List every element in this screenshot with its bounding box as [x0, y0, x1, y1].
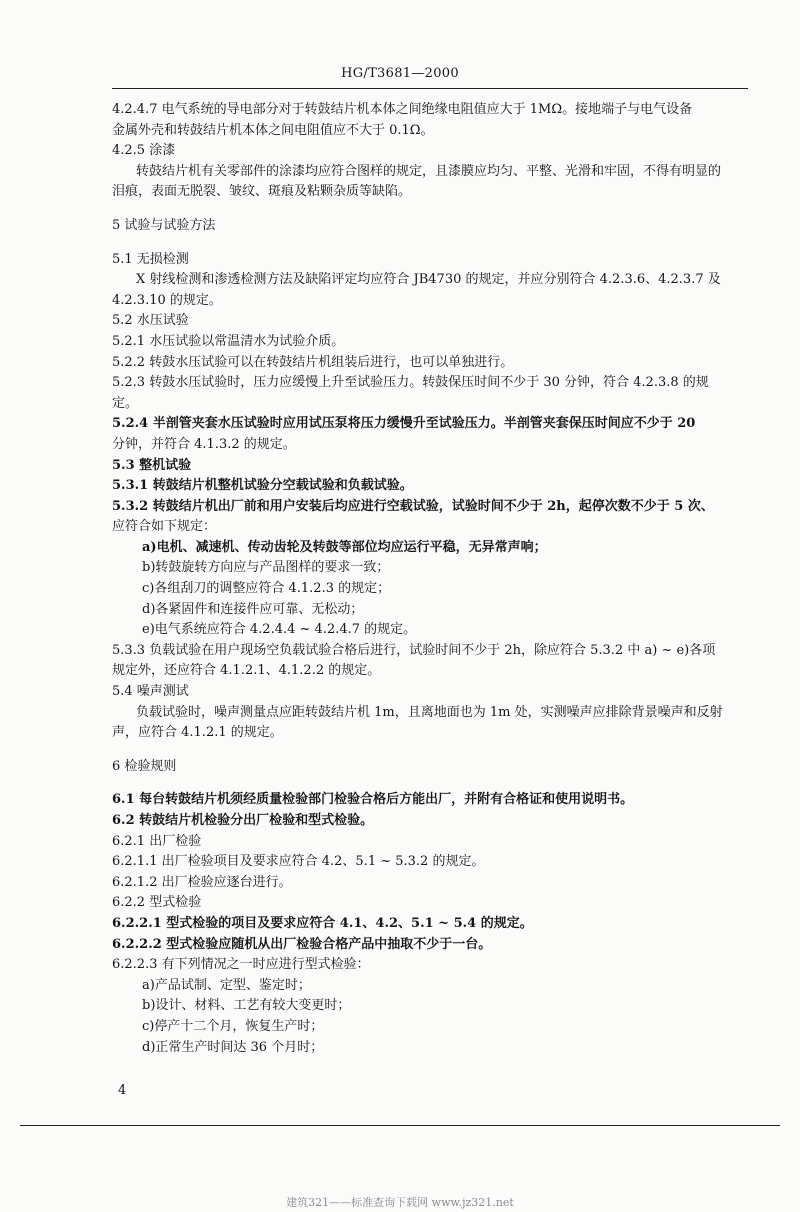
text-line: 规定外，还应符合 4.1.2.1、4.1.2.2 的规定。 [112, 663, 381, 679]
document-code-header: HG/T3681—2000 [341, 66, 459, 81]
text-line: 5.3.3 负载试验在用户现场空负载试验合格后进行，试验时间不少于 2h，除应符合 5.3.2 中 a) ~ e)各项 [112, 642, 716, 658]
text-line: 5.2.2 转鼓水压试验可以在转鼓结片机组装后进行，也可以单独进行。 [112, 354, 514, 370]
text-line: 负载试验时，噪声测量点应距转鼓结片机 1m，且离地面也为 1m 处，实测噪声应排除背景噪声和反射 [136, 704, 723, 720]
page-number: 4 [118, 1083, 127, 1098]
paragraph-gap [112, 203, 752, 216]
text-line: 6.2.2.3 有下列情况之一时应进行型式检验： [112, 957, 370, 973]
paragraph-gap [112, 237, 752, 250]
bottom-rule [20, 1125, 780, 1126]
text-line: 6 检验规则 [112, 758, 177, 774]
text-line: 5.2 水压试验 [112, 313, 189, 329]
text-line: b)设计、材料、工艺有较大变更时； [142, 998, 351, 1014]
text-line: 4.2.3.10 的规定。 [112, 292, 222, 308]
header-rule [112, 88, 748, 89]
text-line: a)产品试制、定型、鉴定时； [142, 977, 311, 993]
text-line: 声，应符合 4.1.2.1 的规定。 [112, 725, 283, 741]
document-body [112, 100, 752, 1058]
text-line: 5.2.1 水压试验以常温清水为试验介质。 [112, 333, 345, 349]
text-line: 6.2.1 出厂检验 [112, 833, 202, 849]
text-line: 转鼓结片机有关零部件的涂漆均应符合图样的规定，且漆膜应均匀、平整、光滑和牢固，不得有明显的 [136, 163, 722, 179]
text-line: a)电机、减速机、传动齿轮及转鼓等部位均应运行平稳，无异常声响； [142, 539, 547, 555]
text-line: e)电气系统应符合 4.2.4.4 ~ 4.2.4.7 的规定。 [142, 622, 417, 638]
text-line: 6.2.1.2 出厂检验应逐台进行。 [112, 874, 292, 890]
text-line: 6.2.2.1 型式检验的项目及要求应符合 4.1、4.2、5.1 ~ 5.4 的规定。 [112, 915, 533, 931]
text-line: 5.3 整机试验 [112, 457, 192, 473]
text-line: c)各组刮刀的调整应符合 4.1.2.3 的规定； [142, 581, 391, 597]
text-line: 4.2.4.7 电气系统的导电部分对于转鼓结片机本体之间绝缘电阻值应大于 1MΩ。接地端子与电气设备 [112, 102, 693, 117]
paragraph-gap [112, 744, 752, 757]
text-line: 6.1 每台转鼓结片机须经质量检验部门检验合格后方能出厂，并附有合格证和使用说明书。 [112, 792, 634, 808]
text-line: 5.1 无损检测 [112, 251, 189, 267]
text-line: 5.3.2 转鼓结片机出厂前和用户安装后均应进行空载试验，试验时间不少于 2h，起停次数不少于 5 次、 [112, 498, 714, 514]
text-line: 5.2.4 半剖管夹套水压试验时应用试压泵将压力缓慢升至试验压力。半剖管夹套保压时间应不少于 20 [112, 416, 696, 432]
text-line: c)停产十二个月，恢复生产时； [142, 1018, 324, 1034]
text-line: 6.2.1.1 出厂检验项目及要求应符合 4.2、5.1 ~ 5.3.2 的规定。 [112, 854, 485, 870]
text-line: 5.4 噪声测试 [112, 684, 189, 700]
footer-watermark: 建筑321——标准查询下载网 www.jz321.net [286, 1196, 514, 1209]
text-line: 6.2.2.2 型式检验应随机从出厂检验合格产品中抽取不少于一台。 [112, 936, 492, 952]
text-line: d)正常生产时间达 36 个月时； [142, 1039, 324, 1055]
text-line: 泪痕，表面无脱裂、皱纹、斑痕及粘颗杂质等缺陷。 [112, 184, 412, 200]
text-line: b)转鼓旋转方向应与产品图样的要求一致； [142, 560, 390, 576]
text-line: 4.2.5 涂漆 [112, 143, 176, 159]
text-line: 6.2 转鼓结片机检验分出厂检验和型式检验。 [112, 813, 374, 828]
text-line: d)各紧固件和连接件应可靠、无松动； [142, 601, 364, 617]
text-line: 金属外壳和转鼓结片机本体之间电阻值应不大于 0.1Ω。 [112, 122, 434, 138]
text-line: 5 试验与试验方法 [112, 217, 216, 233]
text-line: 定。 [112, 395, 139, 411]
text-line: 5.2.3 转鼓水压试验时，压力应缓慢上升至试验压力。转鼓保压时间不少于 30 分钟，符合 4.2.3.8 的规 [112, 375, 709, 391]
paragraph-gap [112, 777, 752, 790]
text-line: 分钟，并符合 4.1.3.2 的规定。 [112, 436, 296, 452]
text-line: X 射线检测和渗透检测方法及缺陷评定均应符合 JB4730 的规定，并应分别符合 4.2.3.6、4.2.3.7 及 [136, 272, 721, 288]
text-line: 6.2.2 型式检验 [112, 895, 202, 911]
text-line: 应符合如下规定： [112, 519, 217, 535]
text-line: 5.3.1 转鼓结片机整机试验分空载试验和负载试验。 [112, 478, 413, 494]
